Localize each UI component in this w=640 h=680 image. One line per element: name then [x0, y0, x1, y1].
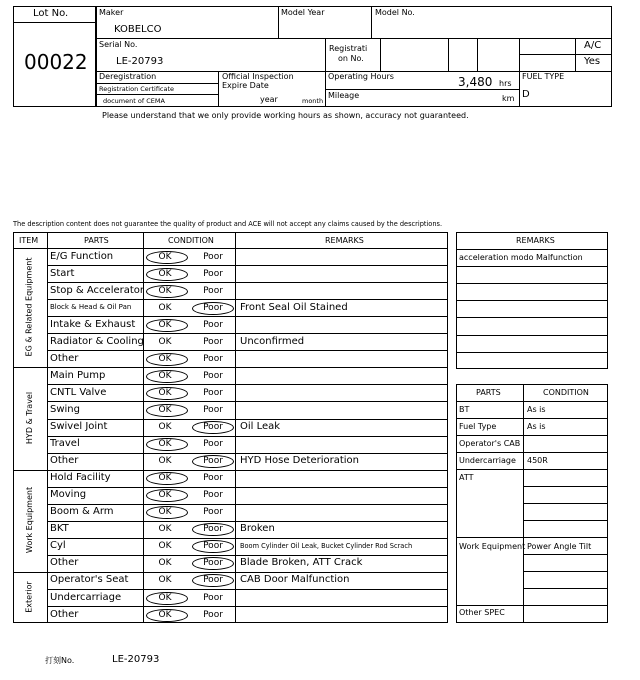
part-name: Main Pump	[50, 369, 106, 381]
part-name: Cyl	[50, 540, 66, 552]
item-group-label: EG & Related Equipment	[25, 257, 34, 357]
month-label: month	[302, 97, 324, 105]
remark-text: Boom Cylinder Oil Leak, Bucket Cylinder Rod Scrach	[240, 542, 413, 551]
stamp-label: 打刻No.	[45, 656, 75, 665]
part-name: Undercarriage	[50, 591, 122, 603]
poor-option[interactable]: Poor	[203, 285, 223, 296]
ok-option[interactable]: OK	[158, 319, 172, 330]
maker-value: KOBELCO	[114, 24, 162, 35]
operating-hours-label: Operating Hours	[328, 72, 394, 81]
part-name: Start	[50, 267, 75, 279]
part-name: Stop & Accelerator	[50, 284, 145, 296]
registration-label-1: Registrati	[329, 44, 368, 53]
part-name: Swing	[50, 403, 80, 415]
poor-option[interactable]: Poor	[203, 404, 223, 415]
part-name: Other	[50, 557, 79, 569]
remark-text: Oil Leak	[240, 421, 281, 432]
poor-option[interactable]: Poor	[203, 609, 223, 620]
poor-option[interactable]: Poor	[203, 558, 223, 569]
operating-hours-value: 3,480	[458, 75, 493, 89]
ok-circle	[146, 404, 188, 417]
poor-circle	[192, 455, 234, 468]
ok-option[interactable]: OK	[158, 473, 172, 484]
part-name: Travel	[50, 438, 80, 450]
poor-circle	[192, 421, 234, 434]
registration-label-2: on No.	[338, 54, 364, 63]
lot-number: 00022	[24, 50, 88, 74]
poor-circle	[192, 302, 234, 315]
poor-option[interactable]: Poor	[203, 268, 223, 279]
part-name: CNTL Valve	[50, 386, 107, 398]
ok-option[interactable]: OK	[158, 490, 172, 501]
stamp-value: LE-20793	[112, 654, 160, 665]
ok-option[interactable]: OK	[158, 558, 172, 569]
parts-box-condition: 450R	[527, 456, 548, 465]
part-name: Boom & Arm	[50, 506, 114, 518]
poor-option[interactable]: Poor	[203, 387, 223, 398]
year-label: year	[260, 95, 278, 104]
ok-option[interactable]: OK	[158, 456, 172, 467]
ok-circle	[146, 251, 188, 264]
poor-option[interactable]: Poor	[203, 302, 223, 313]
model-no-label: Model No.	[375, 8, 415, 17]
part-name: Other	[50, 608, 79, 620]
att-label: ATT	[459, 473, 474, 482]
part-name: Radiator & Cooling	[50, 335, 144, 347]
deregistration-label: Deregistration	[99, 72, 157, 81]
col-remarks: REMARKS	[325, 236, 364, 245]
maker-label: Maker	[99, 8, 124, 17]
hrs-unit: hrs	[499, 79, 512, 88]
ok-option[interactable]: OK	[158, 439, 172, 450]
remark-text: Unconfirmed	[240, 335, 305, 347]
serial-value: LE-20793	[116, 56, 164, 67]
poor-option[interactable]: Poor	[203, 507, 223, 518]
ok-circle	[146, 319, 188, 332]
ok-option[interactable]: OK	[158, 422, 172, 432]
ok-option[interactable]: OK	[158, 592, 172, 603]
parts-box-condition: As is	[527, 405, 546, 414]
parts-box-part: Undercarriage	[459, 456, 516, 465]
remarks-box-header: REMARKS	[516, 236, 555, 245]
remark-text: Broken	[240, 523, 275, 535]
parts-box-part: BT	[459, 405, 470, 414]
ok-option[interactable]: OK	[158, 524, 172, 535]
col-item: ITEM	[19, 236, 39, 245]
part-name: Other	[50, 455, 79, 467]
item-group-label: HYD & Travel	[25, 391, 35, 444]
ok-circle	[146, 387, 188, 400]
remark-text: Front Seal Oil Stained	[240, 301, 348, 313]
poor-option[interactable]: Poor	[203, 251, 223, 262]
inspection-label-2: Expire Date	[222, 81, 269, 90]
disclaimer: The description content does not guarantee the quality of product and ACE will not accept any claims caused by the descriptions.	[13, 220, 443, 228]
ok-option[interactable]: OK	[158, 336, 172, 347]
part-name: Block & Head & Oil Pan	[50, 303, 132, 312]
item-group-label: Work Equipment	[25, 486, 35, 553]
ok-option[interactable]: OK	[158, 404, 172, 415]
poor-option[interactable]: Poor	[203, 473, 223, 484]
ok-circle	[146, 609, 188, 622]
poor-option[interactable]: Poor	[203, 456, 223, 467]
work-equipment-label: Work Equipment	[459, 542, 526, 551]
ok-option[interactable]: OK	[158, 541, 172, 552]
part-name: Swivel Joint	[50, 421, 108, 432]
poor-option[interactable]: Poor	[203, 541, 223, 552]
mileage-label: Mileage	[328, 91, 360, 100]
ok-option[interactable]: OK	[158, 575, 172, 586]
part-name: E/G Function	[50, 250, 114, 262]
cema-label: document of CEMA	[103, 97, 165, 105]
remark-text: HYD Hose Deterioration	[240, 455, 360, 467]
ok-circle	[146, 438, 188, 451]
part-name: Hold Facility	[50, 472, 111, 484]
ok-option[interactable]: OK	[158, 507, 172, 518]
remark-text: CAB Door Malfunction	[240, 574, 350, 586]
part-name: BKT	[50, 523, 69, 535]
fuel-type-label: FUEL TYPE	[522, 72, 565, 81]
lot-label: Lot No.	[33, 8, 69, 19]
ok-circle	[146, 285, 188, 298]
ac-value: Yes	[584, 56, 601, 67]
ok-circle	[146, 370, 188, 383]
registration-certificate-label: Registration Certificate	[99, 85, 175, 93]
km-unit: km	[502, 94, 515, 103]
item-group-label: Exterior	[24, 580, 34, 613]
poor-option[interactable]: Poor	[203, 370, 223, 381]
ok-option[interactable]: OK	[158, 353, 172, 364]
col-condition: CONDITION	[168, 236, 214, 245]
parts-box-part: Operator's CAB	[459, 439, 521, 448]
remarks-line: acceleration modo Malfunction	[459, 253, 583, 262]
poor-option[interactable]: Poor	[203, 524, 223, 535]
poor-option[interactable]: Poor	[203, 422, 223, 432]
other-spec-label: Other SPEC	[459, 608, 505, 617]
ok-circle	[146, 592, 188, 605]
serial-label: Serial No.	[99, 40, 138, 49]
ok-option[interactable]: OK	[158, 251, 172, 262]
ok-option[interactable]: OK	[158, 285, 172, 296]
poor-option[interactable]: Poor	[203, 319, 223, 330]
model-year-label: Model Year	[281, 8, 325, 17]
part-name: Other	[50, 352, 79, 364]
poor-option[interactable]: Poor	[203, 439, 223, 450]
poor-option[interactable]: Poor	[203, 575, 223, 586]
part-name: Moving	[50, 489, 87, 501]
ac-label: A/C	[584, 40, 602, 51]
ok-option[interactable]: OK	[158, 609, 172, 620]
inspection-label-1: Official Inspection	[222, 72, 294, 81]
ok-circle	[146, 268, 188, 281]
ok-option[interactable]: OK	[158, 387, 172, 398]
parts-box-col-parts: PARTS	[476, 388, 501, 397]
parts-box-part: Fuel Type	[459, 422, 497, 431]
ok-circle	[146, 353, 188, 366]
part-name: Intake & Exhaust	[50, 318, 136, 330]
work-equipment-value: Power Angle Tilt	[527, 542, 592, 551]
remark-text: Blade Broken, ATT Crack	[240, 557, 363, 569]
col-parts: PARTS	[84, 236, 109, 245]
ok-option[interactable]: OK	[158, 268, 172, 279]
parts-box-col-condition: CONDITION	[543, 388, 589, 397]
poor-option[interactable]: Poor	[203, 592, 223, 603]
poor-option[interactable]: Poor	[203, 336, 223, 347]
fuel-type-value: D	[522, 89, 530, 100]
parts-box-condition: As is	[527, 422, 546, 431]
ok-option[interactable]: OK	[158, 302, 172, 313]
poor-option[interactable]: Poor	[203, 490, 223, 501]
notice-text: Please understand that we only provide working hours as shown, accuracy not guaranteed.	[102, 111, 469, 120]
poor-option[interactable]: Poor	[203, 353, 223, 364]
part-name: Operator's Seat	[50, 574, 129, 586]
ok-option[interactable]: OK	[158, 370, 172, 381]
